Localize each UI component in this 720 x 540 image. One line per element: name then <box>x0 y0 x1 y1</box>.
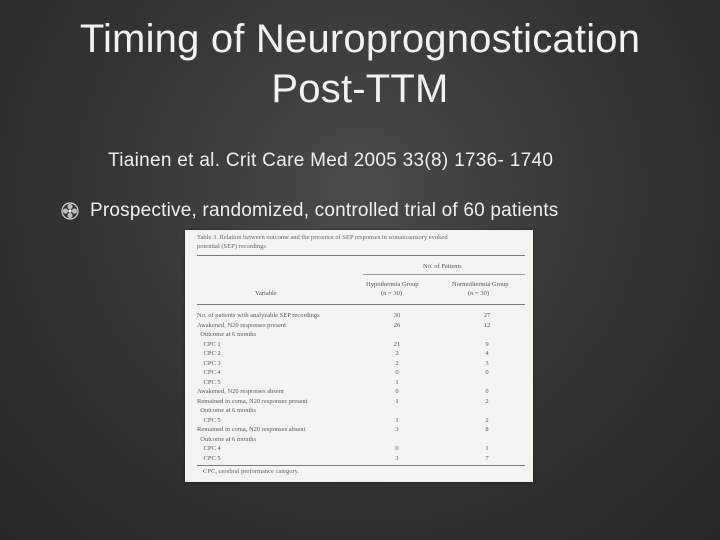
row-label: No. of patients with analyzable SEP recordings <box>197 312 320 319</box>
row-normo-value: 0 <box>485 369 489 376</box>
table-row <box>197 350 527 358</box>
row-label: Outcome at 6 months <box>197 407 257 414</box>
bullet-text: Prospective, randomized, controlled trial of 60 patients <box>90 200 559 221</box>
row-hypo-value: 1 <box>395 397 399 405</box>
table-scan-image <box>185 230 533 482</box>
table-row <box>197 331 527 339</box>
row-label: CPC 5 <box>197 416 221 424</box>
table-top-rule <box>197 255 525 256</box>
slide-title-line-2: Post-TTM <box>271 67 449 111</box>
row-normo-value: 2 <box>485 416 489 424</box>
row-label: CPC 2 <box>197 350 221 357</box>
row-hypo-value: 3 <box>395 426 399 433</box>
slide-title-line-1: Timing of Neuroprognostication <box>79 17 641 61</box>
row-hypo-value: 0 <box>395 388 399 395</box>
table-row <box>197 407 527 415</box>
col-normo-n: (n = 30) <box>468 290 489 297</box>
row-hypo-value: 30 <box>393 312 401 319</box>
table-row <box>197 369 527 377</box>
row-label: Awakened, N20 responses present <box>197 321 286 329</box>
row-normo-value: 0 <box>485 388 489 395</box>
row-normo-value: 1 <box>485 445 489 452</box>
row-normo-value: 27 <box>483 312 491 319</box>
row-hypo-value: 3 <box>395 454 399 462</box>
table-row <box>197 379 527 387</box>
row-normo-value: 3 <box>485 359 489 367</box>
table-row <box>197 398 527 406</box>
row-label: Outcome at 6 months <box>197 331 257 338</box>
col-hypo-n: (n = 30) <box>381 290 402 297</box>
table-row <box>197 312 527 320</box>
table-caption-line-1: Table 3. Relation between outcome and the presence of SEP responses in somatosensory evoked <box>197 234 448 241</box>
col-normo-header: Normothermia Group <box>452 281 509 288</box>
row-hypo-value: 0 <box>395 445 399 452</box>
row-hypo-value: 0 <box>395 369 399 376</box>
row-normo-value: 7 <box>485 454 489 462</box>
row-label: Remained in coma, N20 responses present <box>197 397 308 405</box>
row-label: CPC 5 <box>197 378 221 386</box>
row-normo-value: 9 <box>485 340 489 348</box>
row-label: CPC 5 <box>197 454 221 462</box>
table-row <box>197 388 527 396</box>
table-row <box>197 360 527 368</box>
row-label: CPC 4 <box>197 369 221 376</box>
table-row <box>197 455 527 463</box>
row-label: Remained in coma, N20 responses absent <box>197 426 306 433</box>
table-footnote: CPC, cerebral performance category. <box>203 468 300 475</box>
table-group-rule <box>363 274 525 275</box>
row-hypo-value: 2 <box>395 350 399 357</box>
table-group-header: No. of Patients <box>423 263 462 270</box>
table-header-rule <box>197 304 525 305</box>
row-label: CPC 1 <box>197 340 221 348</box>
row-normo-value: 4 <box>485 350 489 357</box>
bullet-item <box>60 200 559 222</box>
row-normo-value: 12 <box>483 321 491 329</box>
row-hypo-value: 2 <box>395 359 399 367</box>
col-hypo-header: Hypothermia Group <box>366 281 419 288</box>
table-row <box>197 436 527 444</box>
row-normo-value: 8 <box>485 426 489 433</box>
row-hypo-value: 1 <box>395 416 399 424</box>
slide-title <box>0 14 720 114</box>
row-hypo-value: 26 <box>393 321 401 329</box>
row-label: Outcome at 6 months <box>197 435 257 443</box>
table-caption-line-2: potential (SEP) recordings <box>197 243 266 250</box>
col-variable-header: Variable <box>255 290 277 297</box>
row-label: CPC 4 <box>197 445 221 452</box>
row-hypo-value: 1 <box>395 378 399 386</box>
table-row <box>197 322 527 330</box>
table-row <box>197 426 527 434</box>
table-row <box>197 445 527 453</box>
row-normo-value: 2 <box>485 397 489 405</box>
row-label: CPC 3 <box>197 359 221 367</box>
flower-bullet-icon <box>60 201 80 221</box>
table-bottom-rule <box>197 465 525 466</box>
row-label: Awakened, N20 responses absent <box>197 388 284 395</box>
table-row <box>197 341 527 349</box>
table-row <box>197 417 527 425</box>
citation-text: Tiainen et al. Crit Care Med 2005 33(8) 1736- 1740 <box>108 150 554 171</box>
row-hypo-value: 21 <box>393 340 401 348</box>
